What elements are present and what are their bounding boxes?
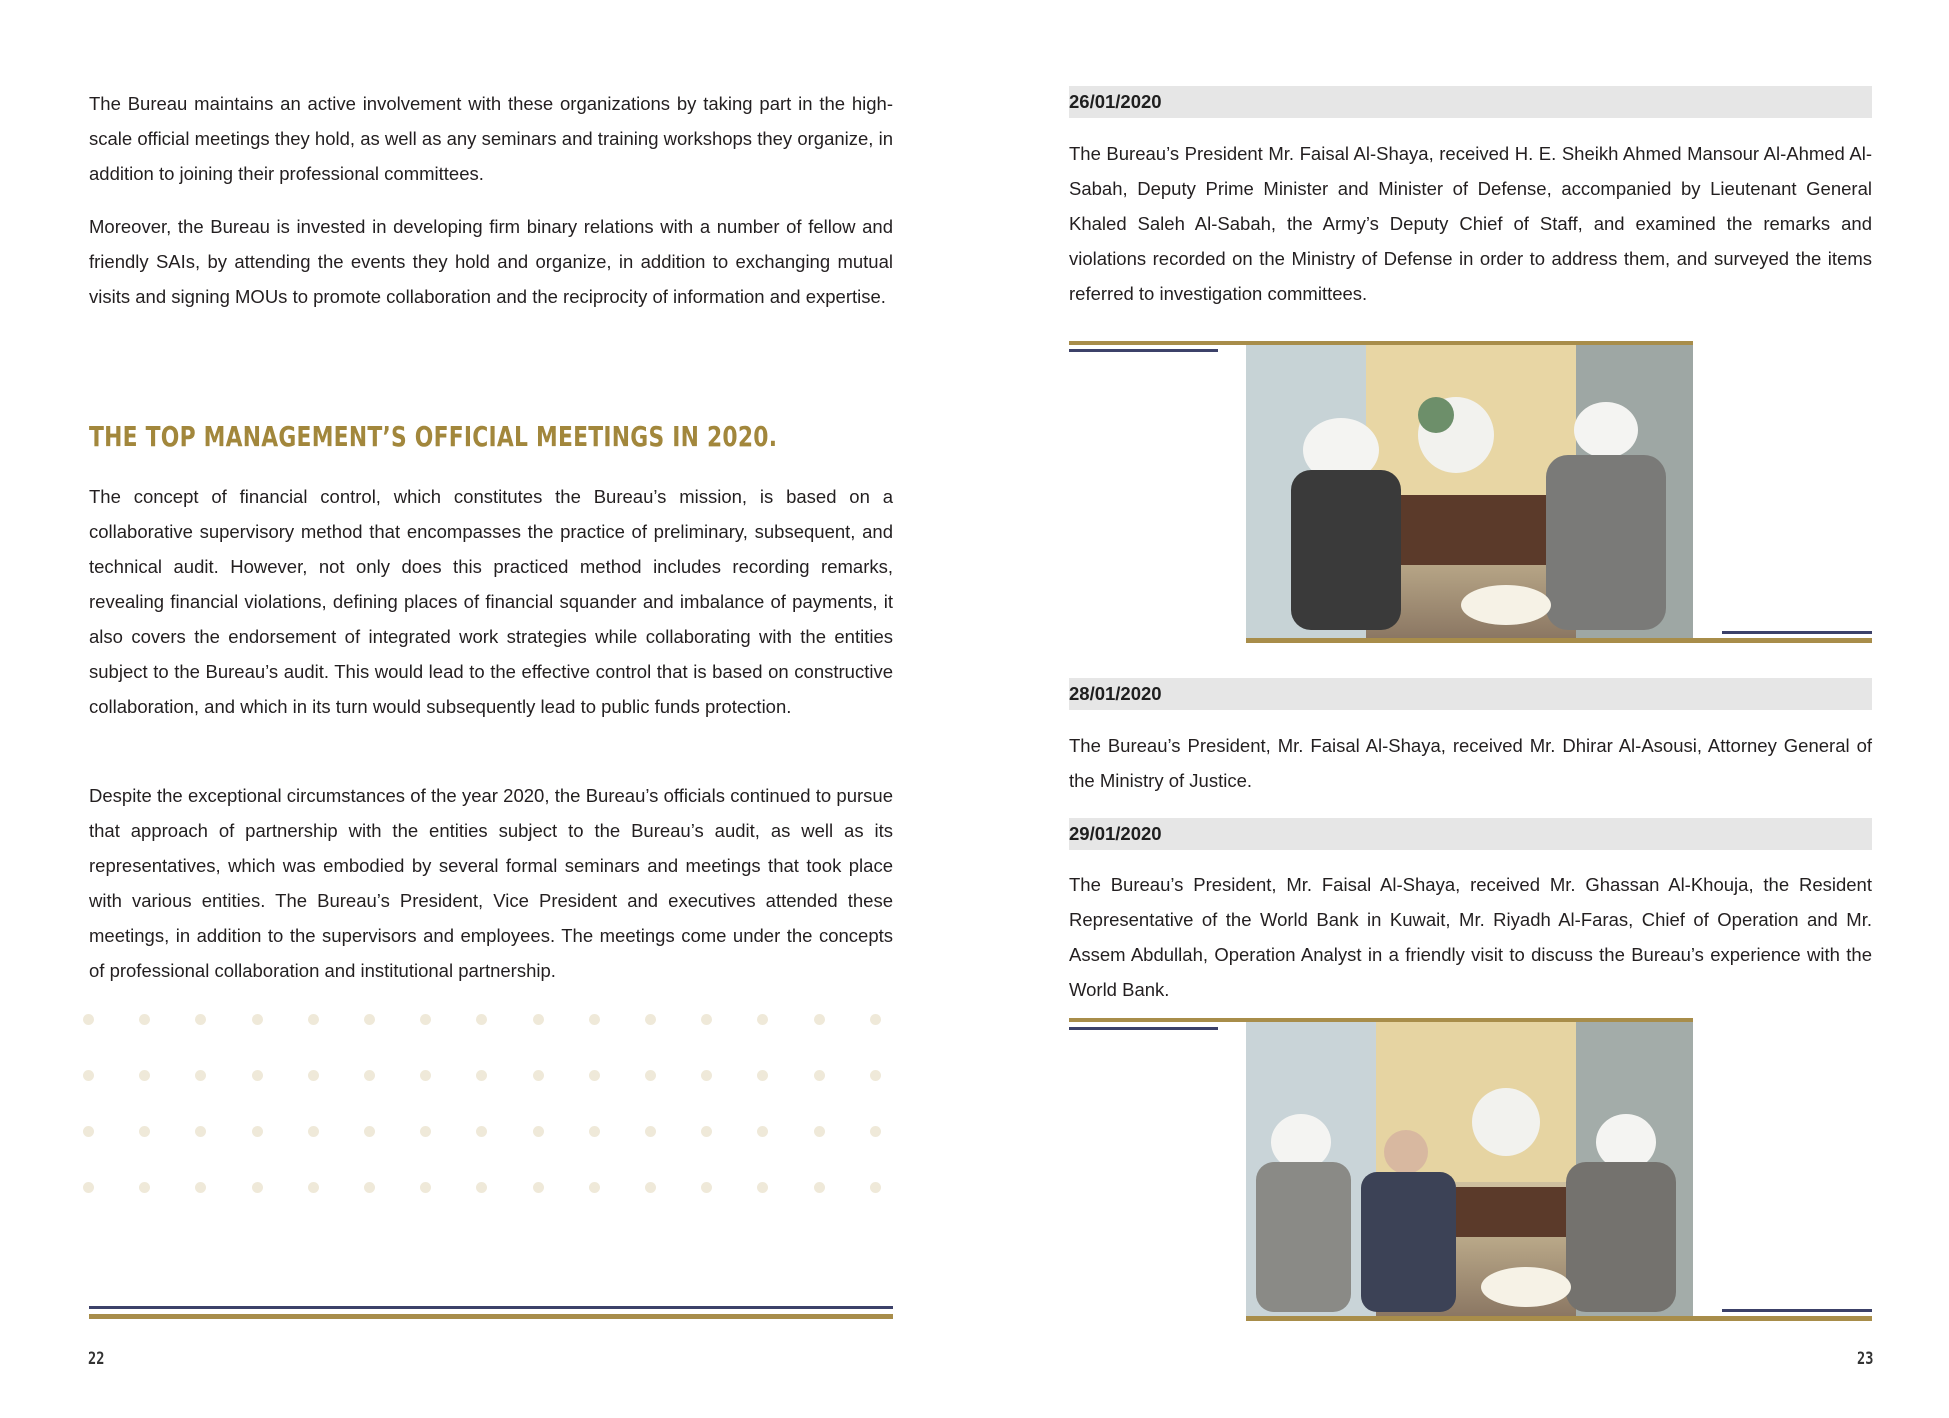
decorative-dot <box>589 1014 600 1025</box>
entry-text-1: The Bureau’s President Mr. Faisal Al-Shaya, received H. E. Sheikh Ahmed Mansour Al-Ahmed Al-Sabah, Deputy Prime Minister and Minister of Defense, accompanied by Lieutenant General Khaled Saleh Al-Sabah, the Army’s Deputy Chief of Staff, and examined the remarks and violations recorded on the Ministry of Defense in order to address them, and surveyed the items referred to investigation committees. <box>1069 143 1872 304</box>
photo-2-bottom-rule-gold <box>1246 1316 1872 1321</box>
decorative-dot <box>195 1126 206 1137</box>
decorative-dot-grid <box>83 1014 905 1264</box>
decorative-dot <box>476 1182 487 1193</box>
decorative-dot <box>308 1070 319 1081</box>
meeting-photo-2 <box>1246 1022 1693 1316</box>
page-number-right: 23 <box>1857 1349 1874 1369</box>
decorative-dot <box>757 1126 768 1137</box>
decorative-dot <box>533 1182 544 1193</box>
date-bar-2 <box>1069 678 1872 710</box>
decorative-dot <box>252 1014 263 1025</box>
decorative-dot <box>420 1182 431 1193</box>
decorative-dot <box>83 1014 94 1025</box>
decorative-dot <box>139 1014 150 1025</box>
decorative-dot <box>476 1014 487 1025</box>
decorative-dot <box>589 1126 600 1137</box>
decorative-dot <box>252 1126 263 1137</box>
date-label-3: 29/01/2020 <box>1069 823 1162 844</box>
decorative-dot <box>814 1070 825 1081</box>
photo-2-bottom-rule-navy <box>1722 1309 1872 1312</box>
photo-1-bottom-rule-navy <box>1722 631 1872 634</box>
decorative-dot <box>364 1126 375 1137</box>
decorative-dot <box>870 1014 881 1025</box>
decorative-dot <box>533 1126 544 1137</box>
decorative-dot <box>195 1070 206 1081</box>
decorative-dot <box>870 1182 881 1193</box>
decorative-dot <box>139 1070 150 1081</box>
decorative-dot <box>701 1126 712 1137</box>
intro-paragraph-2: Moreover, the Bureau is invested in developing firm binary relations with a number of fellow and friendly SAIs, by attending the events they hold and organize, in addition to exchanging mutual visits and signing MOUs to promote collaboration and the reciprocity of information and expertise. <box>89 216 893 307</box>
page-number-left: 22 <box>88 1349 105 1369</box>
decorative-dot <box>139 1182 150 1193</box>
decorative-dot <box>420 1126 431 1137</box>
decorative-dot <box>476 1070 487 1081</box>
body-paragraph-1: The concept of financial control, which constitutes the Bureau’s mission, is based on a collaborative supervisory method that encompasses the practice of preliminary, subsequent, and technical audit. However, not only does this practiced method includes recording remarks, revealing financial violations, defining places of financial squander and imbalance of payments, it also covers the endorsement of integrated work strategies while collaborating with the entities subject to the Bureau’s audit. This would lead to the effective control that is based on constructive collaboration, and which in its turn would subsequently lead to public funds protection. <box>89 486 893 717</box>
photo-2-top-rule-navy <box>1069 1027 1218 1030</box>
decorative-dot <box>476 1126 487 1137</box>
decorative-dot <box>870 1070 881 1081</box>
decorative-dot <box>589 1182 600 1193</box>
photo-1-bottom-rule-gold <box>1246 638 1872 643</box>
decorative-dot <box>589 1070 600 1081</box>
decorative-dot <box>645 1182 656 1193</box>
decorative-dot <box>252 1182 263 1193</box>
body-paragraph-2: Despite the exceptional circumstances of the year 2020, the Bureau’s officials continued to pursue that approach of partnership with the entities subject to the Bureau’s audit, as well as its representatives, which was embodied by several formal seminars and meetings that took place with various entities. The Bureau’s President, Vice President and executives attended these meetings, in addition to the supervisors and employees. The meetings come under the concepts of professional collaboration and institutional partnership. <box>89 785 893 981</box>
date-bar-3 <box>1069 818 1872 850</box>
decorative-dot <box>420 1070 431 1081</box>
footer-rule-gold <box>89 1314 893 1319</box>
date-label-2: 28/01/2020 <box>1069 683 1162 704</box>
decorative-dot <box>420 1014 431 1025</box>
decorative-dot <box>308 1014 319 1025</box>
entry-text-2: The Bureau’s President, Mr. Faisal Al-Shaya, received Mr. Dhirar Al-Asousi, Attorney General of the Ministry of Justice. <box>1069 735 1872 791</box>
footer-rule-navy <box>89 1306 893 1309</box>
intro-paragraph-1: The Bureau maintains an active involvement with these organizations by taking part in the high-scale official meetings they hold, as well as any seminars and training workshops they organize, in addition to joining their professional committees. <box>89 93 893 184</box>
decorative-dot <box>364 1070 375 1081</box>
decorative-dot <box>533 1070 544 1081</box>
decorative-dot <box>83 1070 94 1081</box>
decorative-dot <box>814 1126 825 1137</box>
entry-text-3: The Bureau’s President, Mr. Faisal Al-Shaya, received Mr. Ghassan Al-Khouja, the Resident Representative of the World Bank in Kuwait, Mr. Riyadh Al-Faras, Chief of Operation and Mr. Assem Abdullah, Operation Analyst in a friendly visit to discuss the Bureau’s experience with the World Bank. <box>1069 874 1872 1000</box>
decorative-dot <box>252 1070 263 1081</box>
decorative-dot <box>83 1126 94 1137</box>
decorative-dot <box>645 1014 656 1025</box>
decorative-dot <box>308 1182 319 1193</box>
decorative-dot <box>195 1182 206 1193</box>
decorative-dot <box>364 1182 375 1193</box>
meeting-photo-1 <box>1246 345 1693 638</box>
decorative-dot <box>701 1014 712 1025</box>
decorative-dot <box>814 1182 825 1193</box>
decorative-dot <box>701 1070 712 1081</box>
decorative-dot <box>195 1014 206 1025</box>
decorative-dot <box>139 1126 150 1137</box>
decorative-dot <box>870 1126 881 1137</box>
decorative-dot <box>757 1182 768 1193</box>
date-bar-1 <box>1069 86 1872 118</box>
decorative-dot <box>83 1182 94 1193</box>
decorative-dot <box>814 1014 825 1025</box>
decorative-dot <box>364 1014 375 1025</box>
decorative-dot <box>308 1126 319 1137</box>
decorative-dot <box>757 1070 768 1081</box>
decorative-dot <box>533 1014 544 1025</box>
decorative-dot <box>757 1014 768 1025</box>
decorative-dot <box>645 1126 656 1137</box>
photo-1-top-rule-navy <box>1069 349 1218 352</box>
decorative-dot <box>645 1070 656 1081</box>
date-label-1: 26/01/2020 <box>1069 91 1162 112</box>
decorative-dot <box>701 1182 712 1193</box>
section-heading: THE TOP MANAGEMENT’S OFFICIAL MEETINGS IN 2020. <box>89 420 778 453</box>
